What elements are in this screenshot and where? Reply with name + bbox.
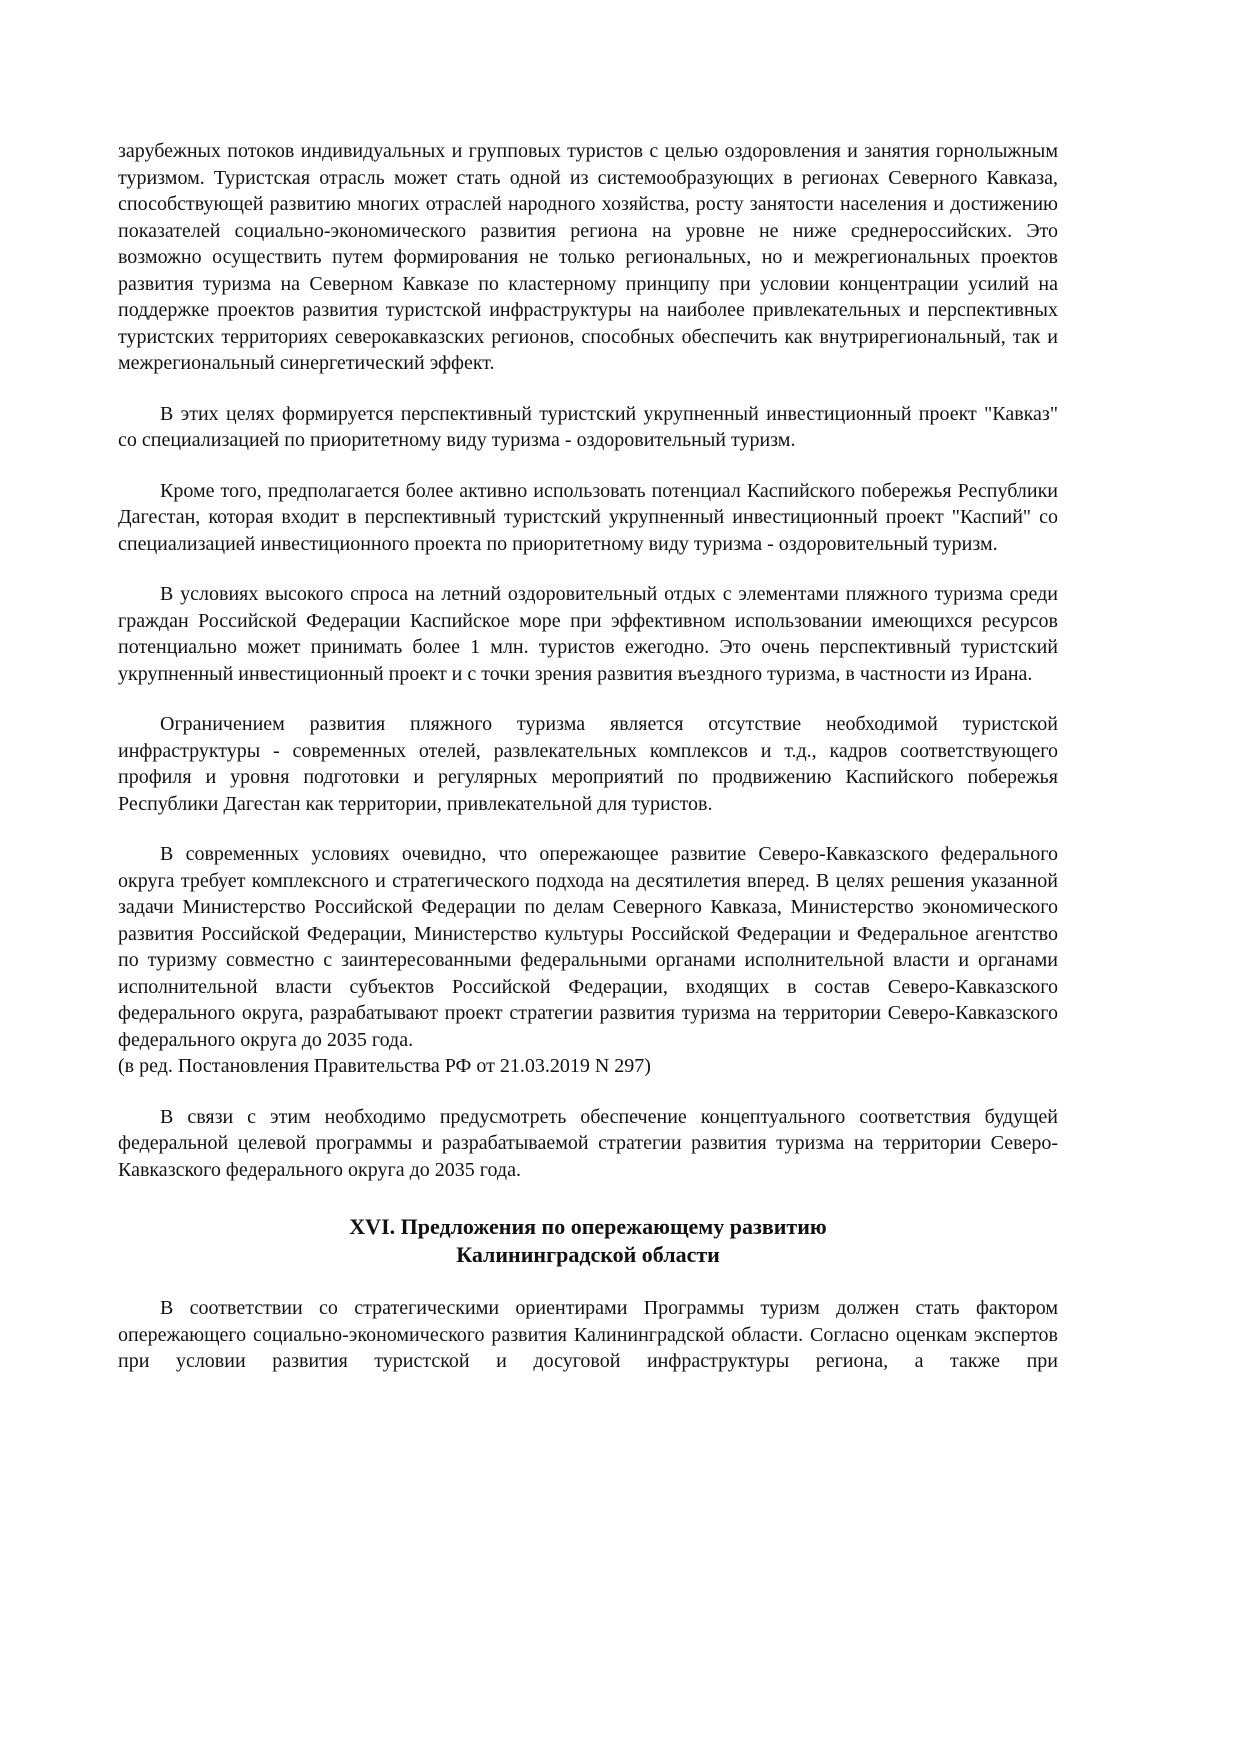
paragraph: В этих целях формируется перспективный туристский укрупненный инвестиционный проект "Кавказ" со специализацией по приоритетному виду туризма - оздоровительный туризм.: [118, 402, 1058, 451]
paragraph: зарубежных потоков индивидуальных и групповых туристов с целью оздоровления и занятия горнолыжным туризмом. Туристская отрасль может стать одной из системообразующих в регионах Северного Кавказа, способствующей развитию многих отраслей народного хозяйства, росту занятости населения и достижению показателей социально-экономического развития региона на уровне не ниже среднероссийских. Это возможно осуществить путем формирования не только региональных, но и межрегиональных проектов развития туризма на Северном Кавказе по кластерному принципу при условии концентрации усилий на поддержке проектов развития туристской инфраструктуры на наиболее привлекательных и перспективных туристских территориях северокавказских регионов, способных обеспечить как внутрирегиональный, так и межрегиональный синергетический эффект.: [118, 140, 1058, 374]
section-heading-line-2: Калининградской области: [456, 1242, 720, 1267]
paragraph: В соответствии со стратегическими ориентирами Программы туризм должен стать фактором опережающего социально-экономического развития Калининградской области. Согласно оценкам экспертов при условии развития туристской и досуговой инфраструктуры региона, а также при: [118, 1297, 1058, 1372]
paragraph: В условиях высокого спроса на летний оздоровительный отдых с элементами пляжного туризма среди граждан Российской Федерации Каспийское море при эффективном использовании имеющихся ресурсов потенциально может принимать более 1 млн. туристов ежегодно. Это очень перспективный туристский укрупненный инвестиционный проект и с точки зрения развития въездного туризма, в частности из Ирана.: [118, 583, 1058, 685]
paragraph: Ограничением развития пляжного туризма является отсутствие необходимой туристской инфраструктуры - современных отелей, развлекательных комплексов и т.д., кадров соответствующего профиля и уровня подготовки и регулярных мероприятий по продвижению Каспийского побережья Республики Дагестан как территории, привлекательной для туристов.: [118, 713, 1058, 815]
paragraph: Кроме того, предполагается более активно использовать потенциал Каспийского побережья Республики Дагестан, которая входит в перспективный туристский укрупненный инвестиционный проект "Каспий" со специализацией инвестиционного проекта по приоритетному виду туризма - оздоровительный туризм.: [118, 479, 1058, 555]
paragraph: В связи с этим необходимо предусмотреть обеспечение концептуального соответствия будущей федеральной целевой программы и разрабатываемой стратегии развития туризма на территории Северо-Кавказского федерального округа до 2035 года.: [118, 1105, 1058, 1181]
amendment-note: (в ред. Постановления Правительства РФ от 21.03.2019 N 297): [118, 1055, 651, 1077]
section-heading-line-1: XVI. Предложения по опережающему развитию: [349, 1214, 827, 1239]
section-heading: [118, 1213, 1058, 1269]
paragraph: В современных условиях очевидно, что опережающее развитие Северо-Кавказского федерального округа требует комплексного и стратегического подхода на десятилетия вперед. В целях решения указанной задачи Министерство Российской Федерации по делам Северного Кавказа, Министерство экономического развития Российской Федерации, Министерство культуры Российской Федерации и Федеральное агентство по туризму совместно с заинтересованными федеральными органами исполнительной власти и органами исполнительной власти субъектов Российской Федерации, входящих в состав Северо-Кавказского федерального округа, разрабатывают проект стратегии развития туризма на территории Северо-Кавказского федерального округа до 2035 года.: [118, 843, 1058, 1051]
document-page: [118, 138, 1058, 1399]
